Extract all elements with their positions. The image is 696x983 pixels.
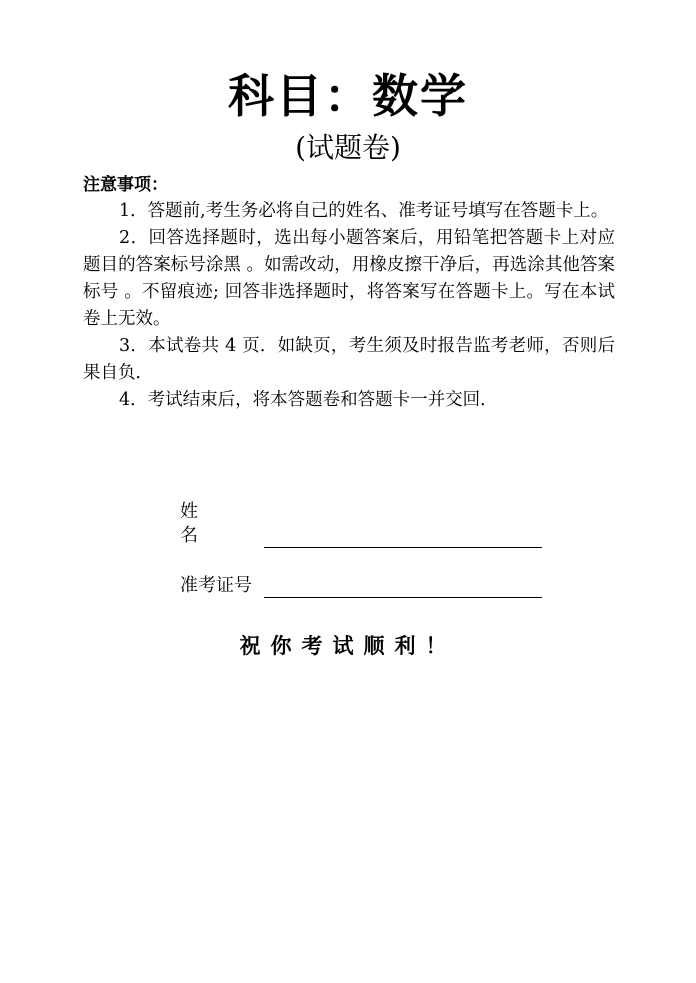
notice-item-4: 4．考试结束后，将本答题卷和答题卡一并交回． bbox=[119, 390, 498, 410]
name-field-blank[interactable] bbox=[264, 525, 542, 548]
name-field-label: 姓名 bbox=[180, 501, 228, 546]
exam-id-field-blank[interactable] bbox=[264, 575, 542, 598]
notice-list bbox=[83, 198, 615, 414]
page-subtitle: (试题卷) bbox=[295, 131, 401, 164]
notice-item-1: 1．答题前,考生务必将自己的姓名、准考证号填写在答题卡上。 bbox=[119, 201, 609, 221]
name-field-row bbox=[180, 501, 542, 548]
notice-heading: 注意事项： bbox=[83, 175, 168, 195]
notice-item-2: 2．回答选择题时，选出每小题答案后，用铅笔把答题卡上对应题目的答案标号涂黑 。如需改动，用橡皮擦干净后，再选涂其他答案标号 。不留痕迹; 回答非选择题时，将答案写在答题卡上。写在本试卷上无效。 bbox=[83, 228, 615, 329]
good-luck-message: 祝你考试顺利！ bbox=[239, 634, 457, 658]
exam-id-field-label: 准考证号 bbox=[180, 575, 252, 596]
exam-id-field-row bbox=[180, 570, 542, 598]
page-title: 科目：数学 bbox=[228, 69, 468, 123]
notice-item-3: 3．本试卷共 4 页．如缺页，考生须及时报告监考老师，否则后果自负． bbox=[83, 336, 615, 383]
